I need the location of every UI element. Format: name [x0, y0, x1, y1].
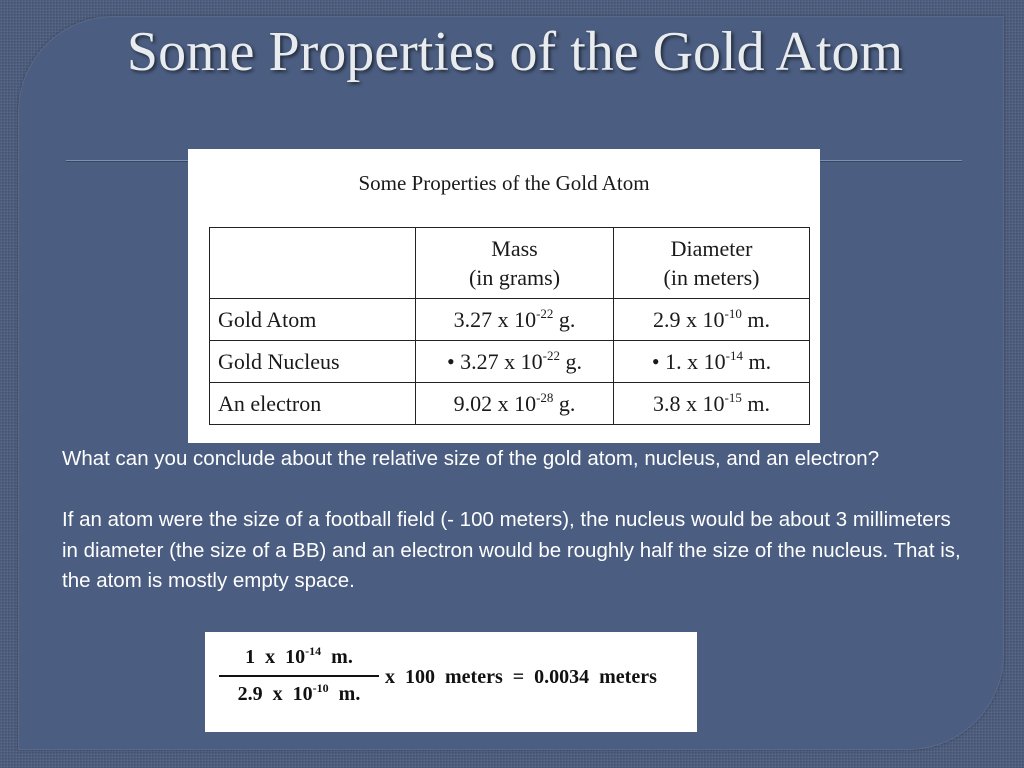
properties-table-figure [188, 149, 820, 443]
table-header-empty [210, 228, 416, 299]
table-caption: Some Properties of the Gold Atom [358, 171, 650, 195]
mass-cell [416, 341, 614, 383]
mass-exponent: -22 [542, 347, 561, 363]
mass-exponent: -28 [536, 389, 554, 405]
numerator-exponent: -14 [305, 644, 322, 658]
fraction-numerator [219, 646, 379, 675]
mass-cell [416, 299, 614, 341]
mass-exponent: -22 [536, 305, 554, 321]
row-label: Gold Atom [210, 299, 416, 341]
denominator-unit: m. [328, 683, 361, 705]
numerator-value: 1 x 10 [245, 646, 306, 668]
diameter-exponent: -15 [724, 389, 742, 405]
paragraph-spacer [62, 475, 962, 506]
diameter-cell [614, 341, 810, 383]
diameter-header-unit: (in meters) [663, 265, 760, 290]
denominator-exponent: -10 [312, 681, 329, 695]
diameter-unit: m. [741, 306, 770, 332]
properties-table [209, 227, 810, 425]
numerator-unit: m. [321, 646, 353, 668]
mass-unit: g. [560, 348, 583, 374]
mass-unit: g. [553, 306, 576, 332]
mass-header-unit: (in grams) [468, 265, 561, 290]
diameter-value: 2.9 x 10 [653, 306, 725, 332]
diameter-value: • 1. x 10 [651, 348, 726, 374]
table-row [210, 299, 810, 341]
table-header-row [210, 228, 810, 299]
calculation-result: x 100 meters = 0.0034 meters [385, 666, 657, 688]
answer-text: If an atom were the size of a football field (- 100 meters), the nucleus would be about 3 millimeters in diameter (the size of a BB) and an electron would be roughly half the size of the nucleus. That is, the atom is mostly empty space. [62, 508, 961, 592]
mass-header-label: Mass [491, 236, 538, 261]
diameter-header-label: Diameter [670, 236, 753, 261]
mass-value: • 3.27 x 10 [446, 348, 543, 374]
diameter-exponent: -14 [725, 347, 743, 363]
table-header-mass [416, 228, 614, 299]
calculation-figure [205, 632, 697, 732]
question-text: What can you conclude about the relative size of the gold atom, nucleus, and an electron? [62, 447, 880, 470]
fraction [219, 646, 379, 706]
fraction-denominator [219, 677, 379, 706]
table-header-diameter [614, 228, 810, 299]
slide-title: Some Properties of the Gold Atom [126, 21, 904, 83]
mass-value: 9.02 x 10 [453, 390, 537, 416]
diameter-unit: m. [741, 390, 770, 416]
diameter-value: 3.8 x 10 [653, 390, 725, 416]
body-text [62, 444, 962, 597]
table-row [210, 341, 810, 383]
row-label: An electron [210, 383, 416, 425]
row-label: Gold Nucleus [210, 341, 416, 383]
mass-value: 3.27 x 10 [453, 306, 537, 332]
diameter-exponent: -10 [724, 305, 742, 321]
mass-cell [416, 383, 614, 425]
diameter-cell [614, 299, 810, 341]
denominator-value: 2.9 x 10 [237, 683, 313, 705]
diameter-cell [614, 383, 810, 425]
table-row [210, 383, 810, 425]
mass-unit: g. [553, 390, 576, 416]
diameter-unit: m. [742, 348, 772, 374]
